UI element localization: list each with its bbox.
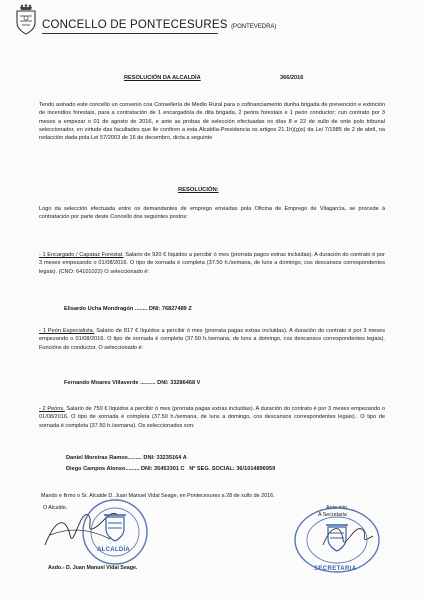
position-peons: - 2 Peóns. Salario de 750 € líquidos a percibir ó mes (prorrata pagas extras incluidas). A duración do contrato é por 3 meses empezando o 01/08/2016. O tipo de xornada é completa (37.50 h./semana, de luns a domingo, cos descansos correspondentes legais).. O tipo de xornada é completa (37.50 h./semana). Os seleccionados son: [39,406,385,429]
resolution-number: 366/2016 [280,75,304,81]
secretaria-stamp-label: SECRETARIA [314,566,357,572]
intro-paragraph: Tendo asinado este concello un convenio coa Consellería de Medio Rural para o cofinanciamento dunha brigada de prevención e extinción de incendios forestais, para a contratación de 1 encargado/a de dita brigada, 2 peóns forestais e 1 peón conductor; cun contrato por 3 meses a empezar o 01 de agosto de 2016, e ante as probas de selección efectuadas os días 8 e 22 de xullo de onte polo tribunal seleccionador, en virtude das facultades que lle confiren a esta Alcaldía-Presidencia os artigos 21.1h)(g)s) da Lei 7/1985 de 2 de abril, na redacción dada pola Lei 57/2003 de 16 de decembro, dicta a seguinte [39,102,385,142]
selected-peon-2: Diego Campos Alonso......... DNI: 35453301 C Nº SEG. SOCIAL: 36/1014896959 [66,466,276,472]
signature-line: Mando e firmo o Sr. Alcalde D. Juan Manuel Vidal Seage, en Pontecesures a 28 de xullo de 2016. [41,493,275,499]
selected-peon-1: Daniel Moreiras Ramos......... DNI: 33235164 A [66,455,187,461]
position-encargado: - 1 Encargado / Capataz Forestal. Salario de 920 € líquidos a percibir ó mes (prorrata pagos extras incluidas). A duración do contrato é por 3 meses empezando o 01/08/2016. O tipo de xornada é completa (37.50 h./semana, de luns a domingo, cos descansos correspondentes legais). (CNO: 64101022) O seleccionado é: [39,252,386,275]
selected-peon-especialista: Fernando Moares Villaverde .......... DNI: 33286468 V [64,380,201,386]
resolucion-heading: RESOLUCIÓN: [178,187,219,193]
alcaldia-stamp-label: ALCALDÍA [97,547,131,553]
asdo-label: Asdo.- D. Juan Manuel Vidal Seage. [48,565,138,571]
position-peon-especialista: - 1 Peón Especialista. Salario de 817 € líquidos a percibir ó mes (prorrata pagas extras incluidas). A duración do contrato é por 3 meses empezando o 01/08/2016. O tipo de xornada é completa (37.50 h./semana, de luns a domingo, cos descansos correspondentes legais). Funcións de conductor. O seleccionado é: [39,328,385,351]
secretaria-stamp [292,505,382,575]
header-title: CONCELLO DE PONTECESURES (PONTEVEDRA) [42,19,277,31]
coat-of-arms-icon [14,4,38,36]
selection-paragraph: Logo da selección efectuada entre os demandantes de emprego enviadas pola Oficina de Emprego de Vilagarcía, se procede á contratación por parte deste Concello dos seguintes postos: [39,206,385,221]
header-rule [42,33,218,34]
alcaldia-stamp [80,497,150,567]
selected-encargado: Elisardo Ucha Mondragón ........ DNI: 76827489 Z [64,306,192,312]
resolution-title: RESOLUCIÓN DA ALCALDÍA [124,75,201,81]
secretaria-label: Ante min A Secretaria [318,505,347,518]
alcalde-label: O Alcalde, [43,505,68,511]
